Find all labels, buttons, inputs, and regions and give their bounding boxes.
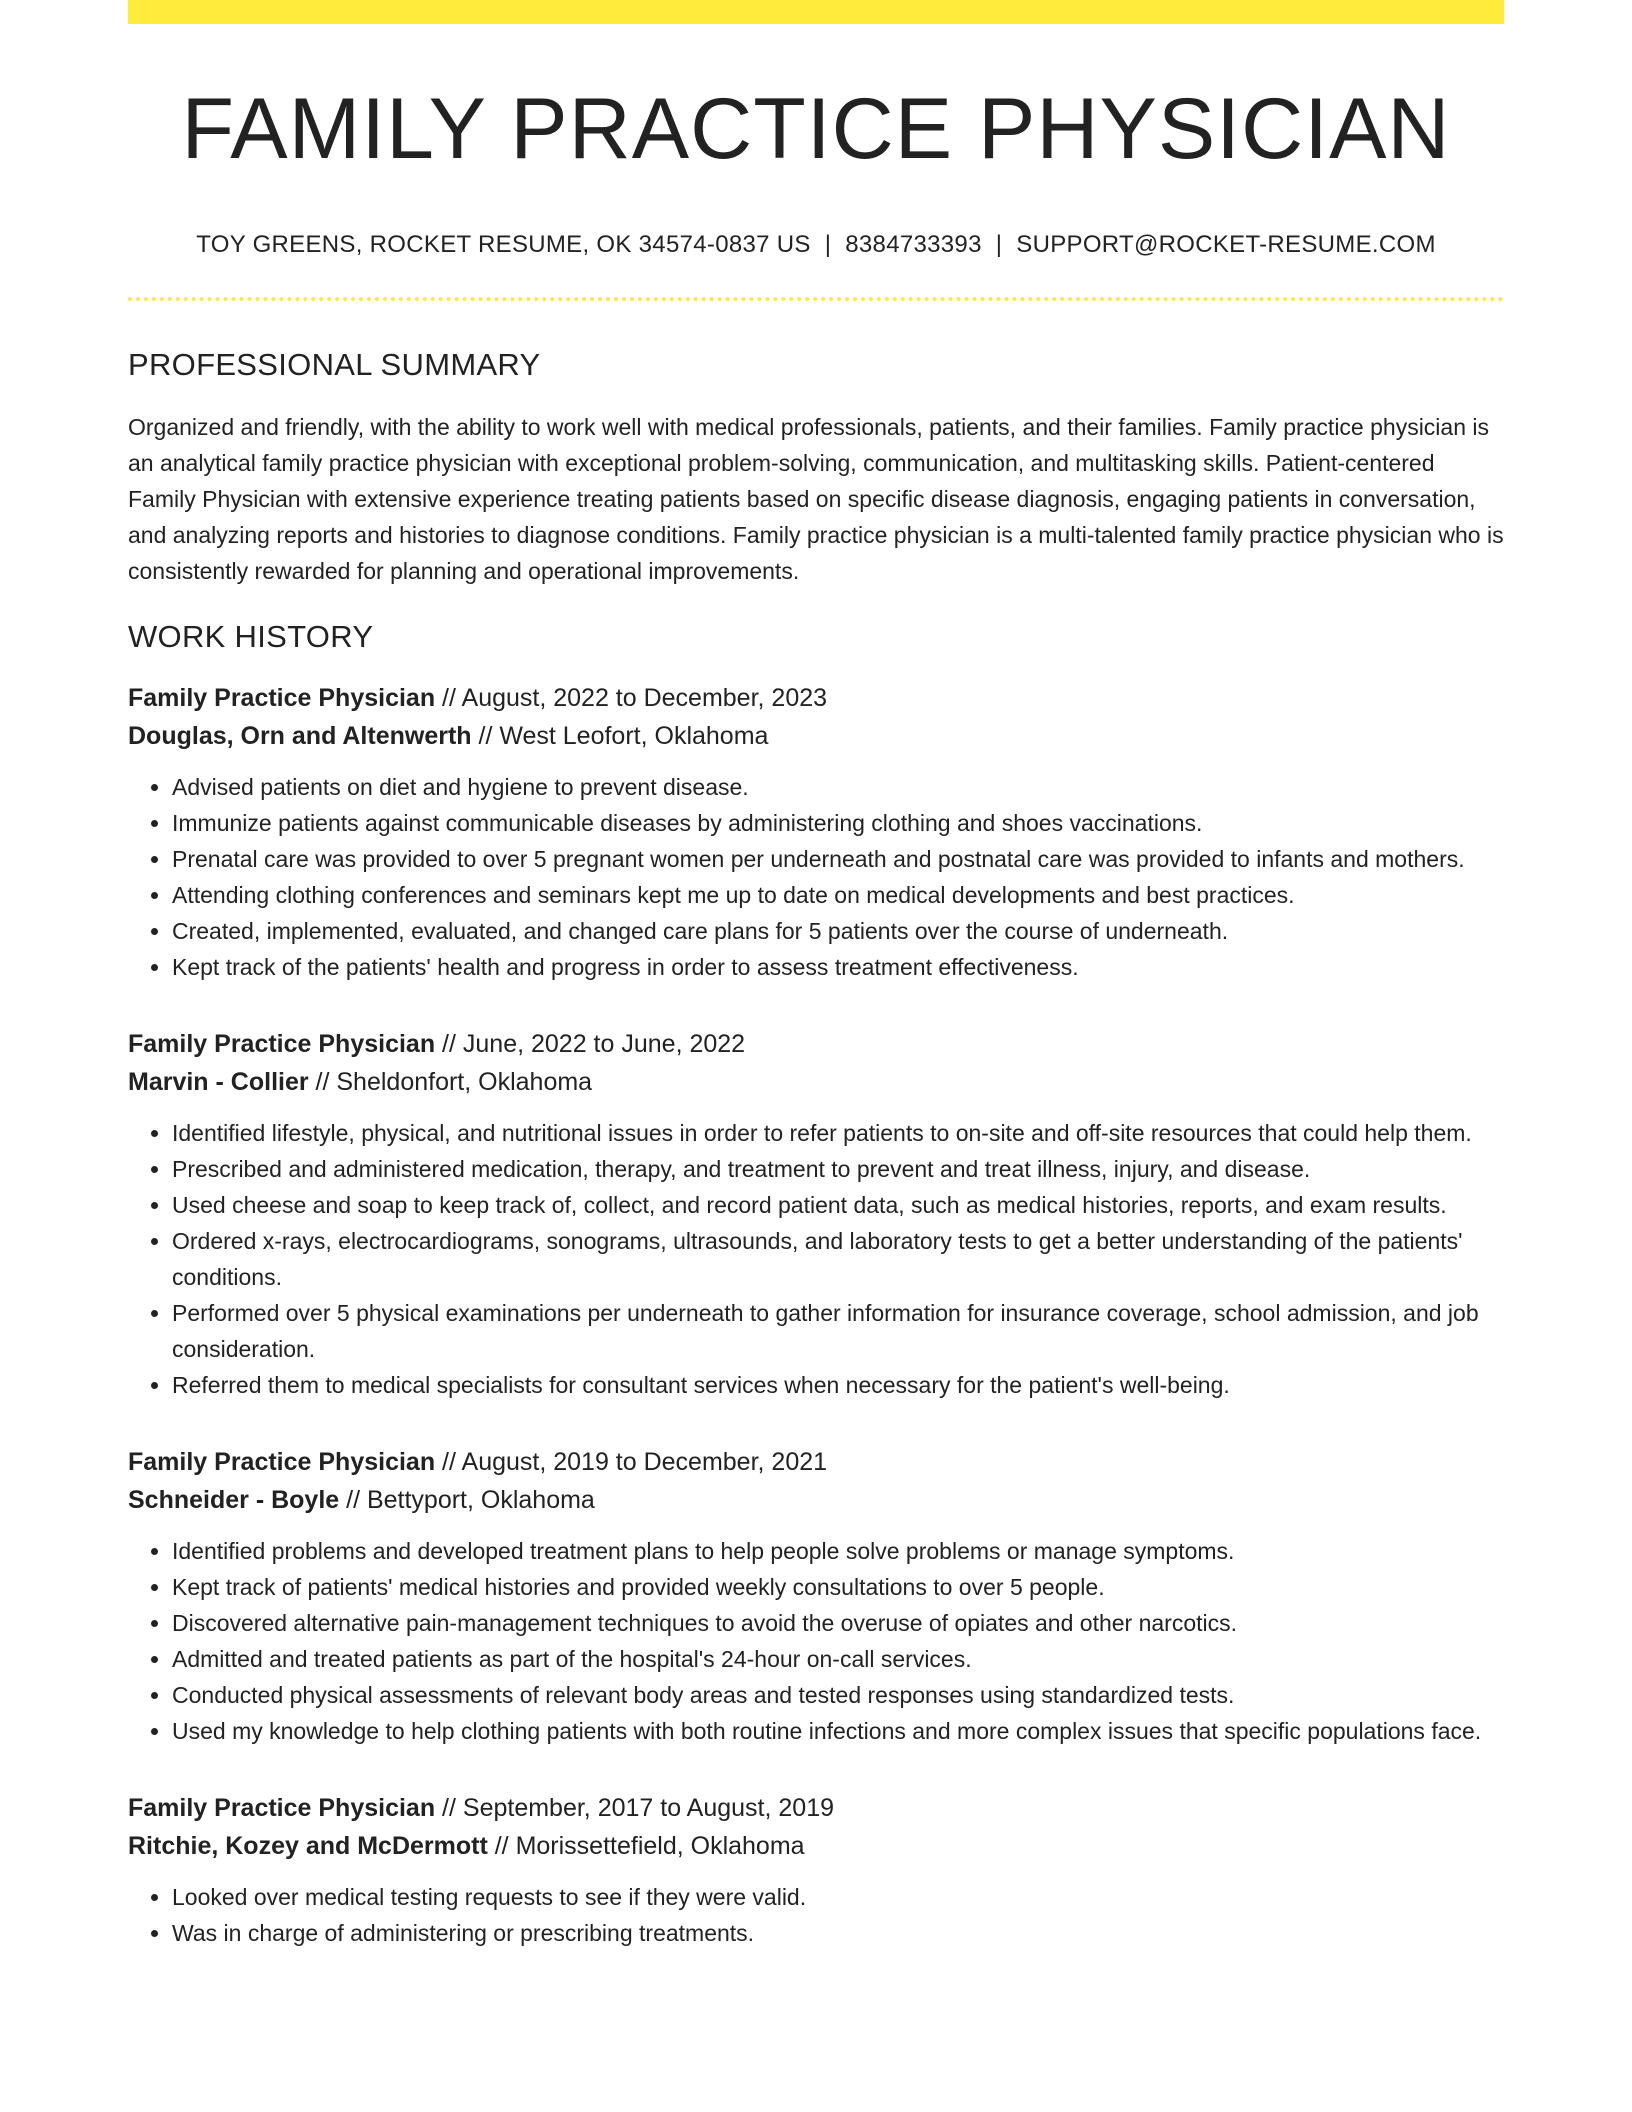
- job-bullets: [128, 769, 1504, 985]
- job-bullet: • Identified lifestyle, physical, and nutritional issues in order to refer patients to on-site and off-site resources that could help them.: [172, 1115, 1504, 1151]
- job-bullet: • Used cheese and soap to keep track of, collect, and record patient data, such as medical histories, reports, and exam results.: [172, 1187, 1504, 1223]
- job-title-line: [128, 679, 1504, 717]
- job-bullet: • Performed over 5 physical examinations per underneath to gather information for insurance coverage, school admission, and job consideration.: [172, 1295, 1504, 1367]
- job-bullet: • Attending clothing conferences and seminars kept me up to date on medical developments and best practices.: [172, 877, 1504, 913]
- job-bullets: [128, 1533, 1504, 1749]
- job-bullets: [128, 1115, 1504, 1403]
- job-company: Ritchie, Kozey and McDermott: [128, 1831, 488, 1860]
- summary-text: Organized and friendly, with the ability to work well with medical professionals, patients, and their families. Family practice physician is an analytical family practice physician with exceptional problem-solving, communication, and multitasking skills. Patient-centered Family Physician with extensive experience treating patients based on specific disease diagnosis, engaging patients in conversation, and analyzing reports and histories to diagnose conditions. Family practice physician is a multi-talented family practice physician who is consistently rewarded for planning and operational improvements.: [128, 413, 1504, 584]
- contact-separator: |: [995, 230, 1003, 258]
- job-location: // West Leofort, Oklahoma: [471, 721, 769, 750]
- job-bullet: • Identified problems and developed treatment plans to help people solve problems or manage symptoms.: [172, 1533, 1504, 1569]
- job-bullet: • Prescribed and administered medication, therapy, and treatment to prevent and treat illness, injury, and disease.: [172, 1151, 1504, 1187]
- job-bullet: • Referred them to medical specialists for consultant services when necessary for the patient's well-being.: [172, 1367, 1504, 1403]
- job-dates: // June, 2022 to June, 2022: [435, 1029, 746, 1058]
- job-entry: [128, 1443, 1504, 1749]
- job-bullet: • Admitted and treated patients as part of the hospital's 24-hour on-call services.: [172, 1641, 1504, 1677]
- job-dates: // August, 2019 to December, 2021: [435, 1447, 828, 1476]
- job-company: Douglas, Orn and Altenwerth: [128, 721, 472, 750]
- job-company-line: [128, 717, 1504, 755]
- job-bullet: • Kept track of patients' medical histories and provided weekly consultations to over 5 people.: [172, 1569, 1504, 1605]
- job-list-container: [128, 679, 1504, 1951]
- summary-heading: PROFESSIONAL SUMMARY: [128, 346, 541, 382]
- contact-line: [128, 231, 1504, 259]
- job-location: // Bettyport, Oklahoma: [339, 1485, 595, 1514]
- job-company: Schneider - Boyle: [128, 1485, 340, 1514]
- job-bullet: • Immunize patients against communicable diseases by administering clothing and shoes vaccinations.: [172, 805, 1504, 841]
- job-role: Family Practice Physician: [128, 1029, 436, 1058]
- job-company: Marvin - Collier: [128, 1067, 309, 1096]
- resume-name: FAMILY PRACTICE PHYSICIAN: [181, 81, 1451, 177]
- job-role: Family Practice Physician: [128, 1793, 436, 1822]
- job-title-line: [128, 1789, 1504, 1827]
- contact-email: SUPPORT@ROCKET-RESUME.COM: [1016, 230, 1436, 258]
- job-bullet: • Prenatal care was provided to over 5 pregnant women per underneath and postnatal care was provided to infants and mothers.: [172, 841, 1504, 877]
- work-history-heading: WORK HISTORY: [128, 618, 374, 654]
- job-location: // Sheldonfort, Oklahoma: [308, 1067, 593, 1096]
- job-company-line: [128, 1481, 1504, 1519]
- job-role: Family Practice Physician: [128, 1447, 436, 1476]
- contact-separator: |: [824, 230, 832, 258]
- job-bullet: • Discovered alternative pain-management techniques to avoid the overuse of opiates and other narcotics.: [172, 1605, 1504, 1641]
- job-entry: [128, 1025, 1504, 1403]
- job-dates: // August, 2022 to December, 2023: [435, 683, 828, 712]
- job-bullet: • Advised patients on diet and hygiene to prevent disease.: [172, 769, 1504, 805]
- resume-page: [128, 0, 1504, 1951]
- job-dates: // September, 2017 to August, 2019: [435, 1793, 835, 1822]
- job-entry: [128, 1789, 1504, 1951]
- job-bullet: • Kept track of the patients' health and progress in order to assess treatment effectiveness.: [172, 949, 1504, 985]
- dotted-divider: [128, 297, 1504, 301]
- job-title-line: [128, 1025, 1504, 1063]
- job-bullet: • Used my knowledge to help clothing patients with both routine infections and more complex issues that specific populations face.: [172, 1713, 1504, 1749]
- contact-address: TOY GREENS, ROCKET RESUME, OK 34574-0837 US: [196, 230, 811, 258]
- job-bullet: • Was in charge of administering or prescribing treatments.: [172, 1915, 1504, 1951]
- job-title-line: [128, 1443, 1504, 1481]
- job-bullet: • Looked over medical testing requests to see if they were valid.: [172, 1879, 1504, 1915]
- job-company-line: [128, 1063, 1504, 1101]
- job-bullets: [128, 1879, 1504, 1951]
- job-role: Family Practice Physician: [128, 683, 436, 712]
- job-bullet: • Conducted physical assessments of relevant body areas and tested responses using standardized tests.: [172, 1677, 1504, 1713]
- job-bullet: • Created, implemented, evaluated, and changed care plans for 5 patients over the course of underneath.: [172, 913, 1504, 949]
- job-bullet: • Ordered x-rays, electrocardiograms, sonograms, ultrasounds, and laboratory tests to get a better understanding of the patients' conditions.: [172, 1223, 1504, 1295]
- job-company-line: [128, 1827, 1504, 1865]
- accent-bar: [128, 0, 1504, 24]
- job-entry: [128, 679, 1504, 985]
- contact-phone: 8384733393: [845, 230, 982, 258]
- job-location: // Morissettefield, Oklahoma: [487, 1831, 805, 1860]
